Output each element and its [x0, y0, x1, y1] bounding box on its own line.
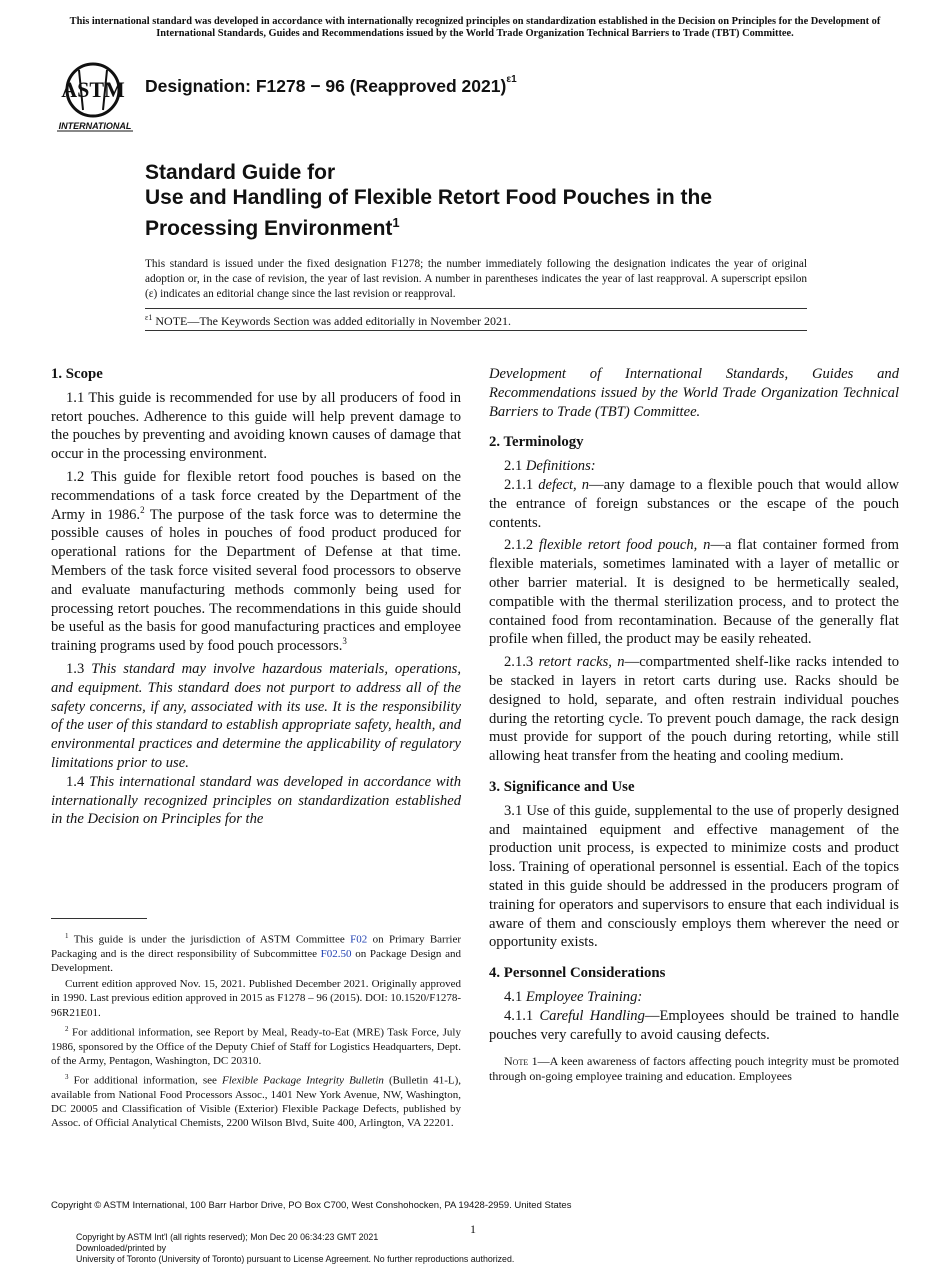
footnote-divider: [51, 918, 147, 919]
paragraph-2-1-2: 2.1.2 flexible retort food pouch, n—a flat container formed from flexible materials, sometimes laminated with a layer of metallic or other barrier material. It is designed to be hermetically sealed, compatible with the thermal sterilization process, and to protect the contained food from recontamination. Because of the generally flat profile when filled, the product may be easily reheated.: [489, 537, 899, 648]
top-notice: This international standard was developed in accordance with internationally recognized principles on standardization established in the Decision on Principles for the Development of International Standards, Guides and Recommendations issued by the World Trade Organization Technical Barriers to Trade (TBT) Committee.: [69, 16, 881, 39]
section-heading-personnel: 4. Personnel Considerations: [489, 965, 666, 982]
footnote-1: $^1$ This guide is under the jurisdiction of ASTM Committee F02 on Primary Barrier Packaging and is the direct responsibility of Subcommittee F02.50 on Package Design and Development.: [51, 932, 461, 975]
left-column: [51, 365, 461, 833]
title-line-3: Processing Environment$^1$: [145, 215, 400, 240]
page-number: 1: [470, 1222, 476, 1236]
logo-subtext: INTERNATIONAL: [58, 121, 132, 131]
right-column: [489, 365, 899, 1088]
title-line-2: Use and Handling of Flexible Retort Food Pouches in the: [145, 186, 713, 209]
designation-sup: ε1: [506, 74, 517, 86]
astm-logo: [55, 60, 135, 132]
link-f02-50[interactable]: F02.50: [320, 947, 352, 960]
paragraph-1-3: 1.3 This standard may involve hazardous materials, operations, and equipment. This standard does not purport to address all of the safety concerns, if any, associated with its use. It is the responsibility of the user of this standard to establish appropriate safety, health, and environmental practices and determine the applicability of regulatory limitations prior to use.: [51, 660, 462, 771]
copyright-line: Copyright © ASTM International, 100 Barr Harbor Drive, PO Box C700, West Conshohocken, PA 19428-2959. United States: [51, 1200, 572, 1211]
footnotes: [51, 929, 461, 1133]
page-title: [145, 160, 845, 241]
paragraph-4-1-1: 4.1.1 Careful Handling—Employees should be trained to handle pouches very carefully to avoid causing defects.: [489, 1007, 899, 1043]
designation: [145, 76, 517, 97]
paragraph-4-1: 4.1 Employee Training:: [504, 988, 643, 1005]
logo-text: ASTM: [61, 77, 125, 102]
title-line-1: Standard Guide for: [145, 161, 336, 184]
editorial-note: $^{\varepsilon 1}$ NOTE—The Keywords Section was added editorially in November 2021.: [145, 313, 511, 328]
paragraph-3-1: 3.1 Use of this guide, supplemental to the use of properly designed and maintained equipment and effective management of the production unit process, is expected to minimize costs and product loss. Training of operational personnel is essential. Each of the topics stated in this guide should be addressed in the producers program of training for operators and supervisors to ensure that each individual is aware of them and consciously employs them wherever the need or opportunity exists.: [489, 802, 899, 951]
divider-bottom: [145, 330, 807, 331]
issued-note: This standard is issued under the fixed designation F1278; the number immediately following the designation indicates the year of original adoption or, in the case of revision, the year of last revision. A number in parentheses indicates the year of last reapproval. A superscript epsilon (ε) indicates an editorial change since the last revision or reapproval.: [145, 258, 807, 300]
title-footnote-ref: 1: [392, 215, 400, 230]
section-heading-terminology: 2. Terminology: [489, 434, 584, 451]
divider-top: [145, 308, 807, 309]
note-1: Note 1—A keen awareness of factors affecting pouch integrity must be promoted through on-going employee training and education. Employees: [489, 1054, 899, 1084]
paragraph-2-1-1: 2.1.1 defect, n—any damage to a flexible pouch that would allow the entrance of foreign substances or the escape of the pouch contents.: [489, 476, 899, 531]
section-heading-significance: 3. Significance and Use: [489, 778, 635, 795]
footnote-3: $^3$ For additional information, see Flexible Package Integrity Bulletin (Bulletin 41-L), available from National Food Processors Assoc., 1401 New York Avenue, NW, Washington, DC 20005 and Classification of Visible (Exterior) Flexible Package Defects, published by Assoc. of Official Analytical Chemists, 2200 Wilson Blvd, Suite 400, Arlington, VA 22201.: [51, 1073, 462, 1130]
paragraph-1-1: 1.1 This guide is recommended for use by all producers of food in retort pouches. Adherence to this guide will help prevent damage to the pouches by preventing and avoiding known causes of damage that occur in the processing environment.: [51, 389, 461, 463]
link-f02[interactable]: F02: [350, 933, 368, 946]
paragraph-2-1-3: 2.1.3 retort racks, n—compartmented shelf-like racks intended to be stacked in layers in retort carts during use. Racks should be designed to hold, separate, and often restrain individual pouches during the retorting cycle. To prevent pouch damage, the rack design must provide for support of the pouch during retorting, while still allowing heat transfer from the heating and cooling medium.: [489, 654, 899, 765]
designation-text: Designation: F1278 − 96 (Reapproved 2021): [145, 76, 507, 96]
section-heading-scope: 1. Scope: [51, 366, 103, 382]
astm-logo-icon: [55, 60, 135, 132]
paragraph-1-4-continued: Development of International Standards, Guides and Recommendations issued by the World Trade Organization Technical Barriers to Trade (TBT) Committee.: [489, 366, 899, 420]
paragraph-1-2: 1.2 This guide for flexible retort food pouches is based on the recommendations of a task force created by the Department of the Army in 1986.$^2$ The purpose of the task force was to determine the possible causes of holes in pouches of food product produced for operational rations for the Department of Defense at that time. Members of the task force visited several food processors to observe and evaluate manufacturing methods commonly being used for processing retort pouches. The recommendations in this guide should be useful as the basis for good manufacturing practices and employee training programs used by food pouch processors.$^3$: [51, 468, 461, 655]
footnote-edition: Current edition approved Nov. 15, 2021. Published December 2021. Originally approved in 1990. Last previous edition approved in 2015 as F1278 – 96 (2015). DOI: 10.1520/F1278-96R21E01.: [51, 978, 461, 1019]
paragraph-2-1: 2.1 Definitions:: [504, 458, 596, 475]
paragraph-1-4: 1.4 This international standard was developed in accordance with internationally recognized principles on standardization established in the Decision on Principles for the: [51, 773, 462, 828]
footnote-2: $^2$ For additional information, see Report by Meal, Ready-to-Eat (MRE) Task Force, July 1986, sponsored by the Office of the Deputy Chief of Staff for Logistics Headquarters, Dept. of the Army, Pentagon, Washington, DC 20310.: [51, 1024, 461, 1067]
download-notice: Copyright by ASTM Int'l (all rights reserved); Mon Dec 20 06:34:23 GMT 2021 Downloaded/printed by University of Toronto (University of Toronto) pursuant to License Agreement. No further reproductions authorized.: [76, 1232, 515, 1264]
